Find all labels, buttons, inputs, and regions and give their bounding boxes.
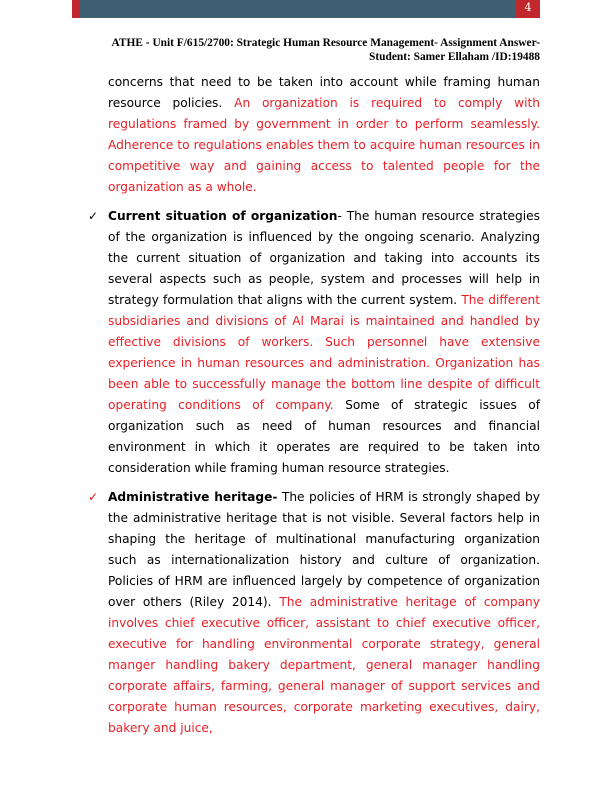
checkmark-icon: ✓ [88,490,99,504]
bullet-text: - The human resource strategies of the organization is influenced by the ongoing scenario. Analyzing the current situation of organization and taking into accounts its several aspects such as people, system and processes will help in strategy formulation that aligns with the current system. [108,209,540,307]
bullet-title: Administrative heritage- [108,490,278,504]
bullet-administrative-heritage [88,487,540,739]
bullet-paragraph [108,206,540,479]
running-header [80,36,540,64]
intro-text: concerns that need to be taken into account while framing human resource policies. [108,75,540,110]
bullet-text: The policies of HRM is strongly shaped by the administrative heritage that is not visible. Several factors help in shaping the heritage of multinational manufacturing organization such as internationalization history and culture of organization. Policies of HRM are influenced largely by competence of organization over others (Riley 2014). [108,490,540,609]
bullet-title: Current situation of organization [108,209,338,223]
checkmark-icon: ✓ [88,209,99,223]
bullet-highlight: The administrative heritage of company involves chief executive officer, assistant to chief executive officer, executive for handling environmental corporate strategy, general manger handling bakery department, general manager handling corporate affairs, farming, general manager of support services and corporate human resources, corporate marketing executives, dairy, bakery and juice, [108,595,540,735]
bullet-current-situation [88,206,541,479]
banner-main [80,0,516,18]
header-line-2: Student: Samer Ellaham /ID:19488 [369,51,540,63]
document-body [88,72,541,739]
intro-paragraph [108,72,540,198]
intro-highlight: An organization is required to comply with regulations framed by government in order to perform seamlessly. Adherence to regulations enables them to acquire human resources in competitive way and gaining access to talented people for the organization as a whole. [108,96,541,194]
bullet-text-continued: Some of strategic issues of organization such as need of human resources and financial environment in which it operates are required to be taken into consideration while framing human resource strategies. [108,398,541,475]
bullet-paragraph [108,487,540,739]
banner-accent-left [72,0,80,18]
top-banner [0,0,612,18]
bullet-highlight: The different subsidiaries and divisions of Al Marai is maintained and handled by effective divisions of workers. Such personnel have extensive experience in human resources and administration. Organization has been able to successfully manage the bottom line despite of difficult operating conditions of company. [108,293,540,412]
page-number: 4 [524,1,532,14]
header-line-1: ATHE - Unit F/615/2700: Strategic Human Resource Management- Assignment Answer- [111,37,540,49]
